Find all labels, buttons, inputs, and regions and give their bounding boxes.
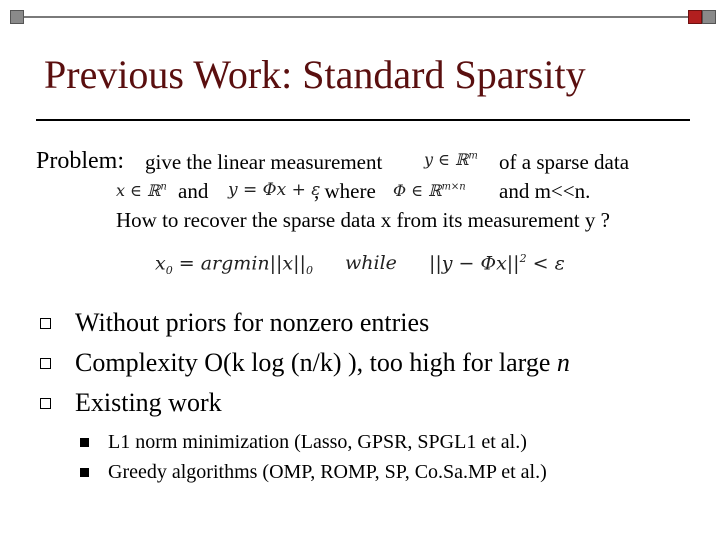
sub-bullet-marker-2 (80, 468, 89, 477)
sub-bullet-marker-1 (80, 438, 89, 447)
math-phi-in-rmn-sup: m×n (441, 181, 466, 193)
formula-argmin: = argmin||x|| (178, 252, 306, 275)
corner-square-left (10, 10, 24, 24)
math-phi-in-rmn (393, 181, 466, 200)
bullet-3: Existing work (75, 388, 222, 417)
bullet-marker-1 (40, 318, 51, 329)
math-y-in-rm-text: y ∈ ℝ (424, 150, 469, 169)
bullet-1: Without priors for nonzero entries (75, 308, 430, 337)
bullet-2 (75, 348, 570, 378)
math-measurement-model: y = Φx + ε (228, 180, 321, 200)
corner-square-right (702, 10, 716, 24)
formula-while: while (345, 252, 397, 275)
bullet-2-text: Complexity O(k log (n/k) ), too high for large (75, 348, 557, 377)
formula-rhs-sup: 2 (519, 252, 527, 265)
sub-bullet-2: Greedy algorithms (OMP, ROMP, SP, Co.Sa.MP et al.) (108, 461, 547, 483)
math-x-in-rn (116, 181, 167, 200)
formula-tail: < ε (532, 252, 565, 275)
formula-lhs: x (155, 252, 166, 275)
bullet-marker-3 (40, 398, 51, 409)
math-phi-in-rmn-text: Φ ∈ ℝ (393, 181, 442, 200)
problem-line3: How to recover the sparse data x from its measurement y ? (116, 208, 610, 232)
problem-line1-text: give the linear measurement (145, 150, 383, 174)
math-y-in-rm-sup: m (468, 150, 478, 162)
problem-line2-where: , where (314, 179, 376, 203)
bullet-2-italic: n (556, 348, 570, 377)
slide-title: Previous Work: Standard Sparsity (44, 52, 586, 97)
sub-bullet-1: L1 norm minimization (Lasso, GPSR, SPGL1 et al.) (108, 431, 527, 453)
bullet-marker-2 (40, 358, 51, 369)
corner-square-right-red (688, 10, 702, 24)
math-x-in-rn-sup: n (160, 181, 167, 193)
optimization-formula (155, 252, 565, 277)
problem-line2-tail: and m<<n. (499, 179, 591, 203)
problem-line2-and: and (178, 179, 209, 203)
math-y-in-rm (424, 150, 478, 169)
formula-norm-sub: 0 (305, 264, 313, 278)
formula-lhs-sub: 0 (165, 264, 173, 278)
title-underline (36, 119, 690, 121)
problem-line1-tail: of a sparse data (499, 150, 630, 174)
problem-label: Problem: (36, 148, 124, 174)
formula-residual: ||y − Φx|| (428, 252, 520, 275)
math-x-in-rn-text: x ∈ ℝ (116, 181, 161, 200)
top-rule (24, 16, 688, 18)
